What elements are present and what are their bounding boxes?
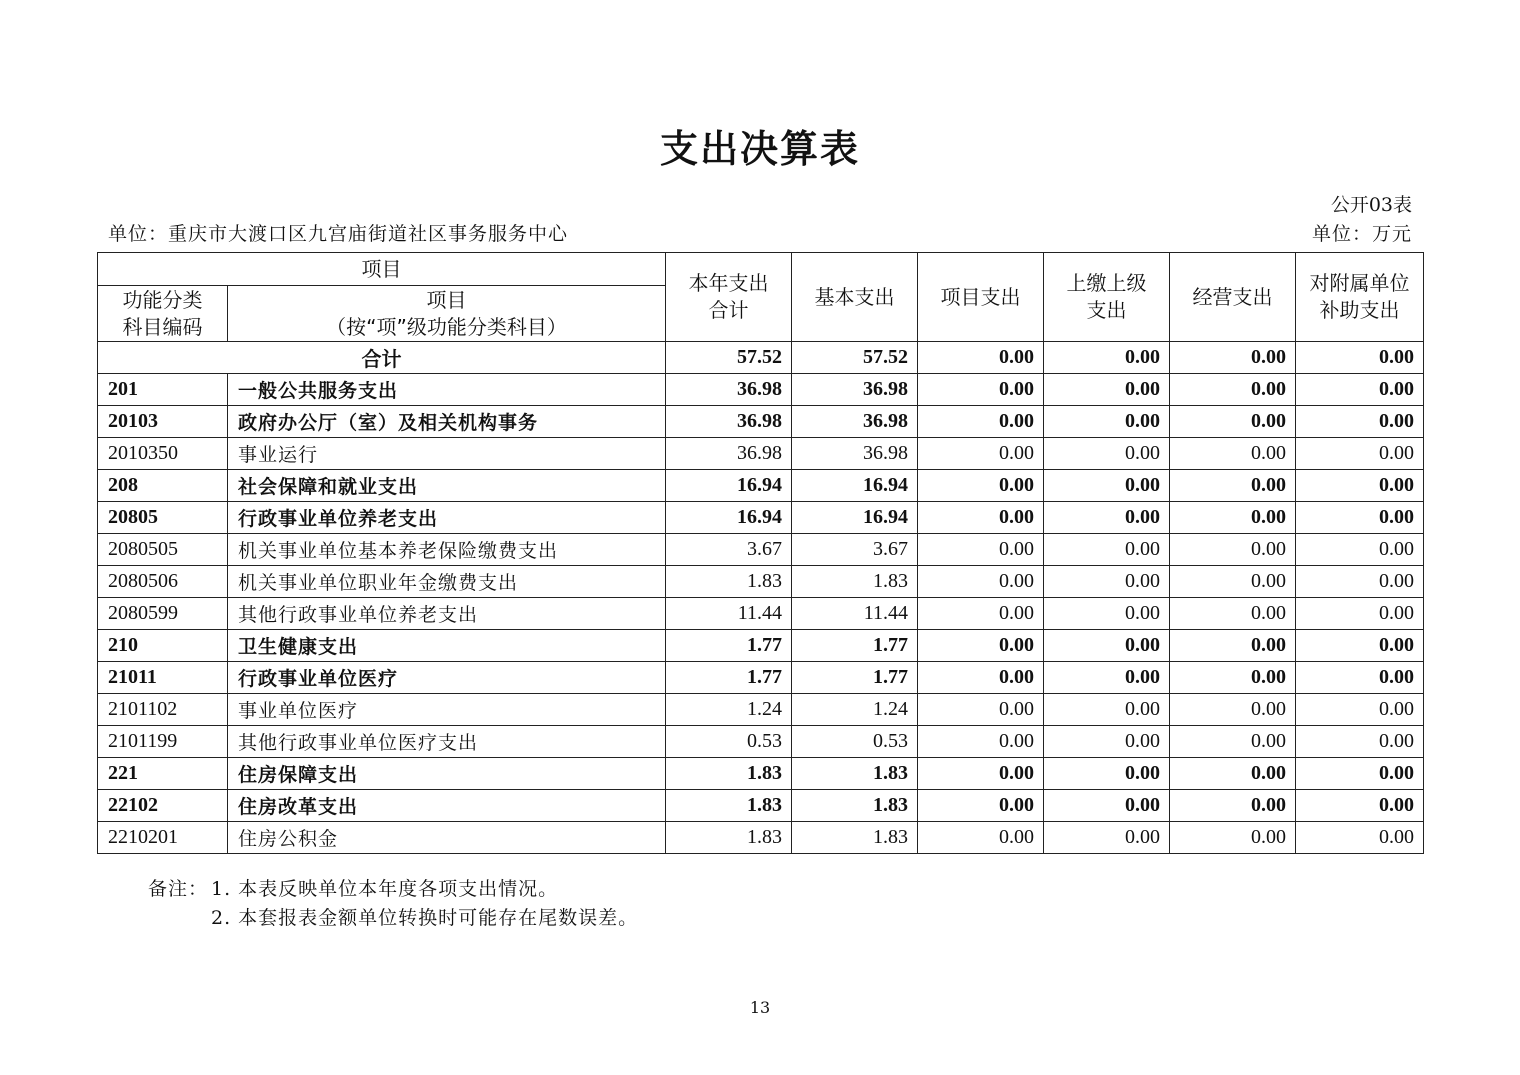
total-row	[98, 342, 1424, 374]
row-value: 1.77	[792, 630, 918, 662]
total-value: 57.52	[792, 342, 918, 374]
row-value: 0.00	[1044, 374, 1170, 406]
row-value: 0.00	[1170, 758, 1296, 790]
row-value: 0.00	[1170, 630, 1296, 662]
row-name: 社会保障和就业支出	[228, 470, 666, 502]
row-value: 1.77	[666, 662, 792, 694]
row-value: 1.83	[666, 566, 792, 598]
row-value: 0.00	[1296, 470, 1424, 502]
header-total-line1: 本年支出	[688, 271, 769, 295]
row-name: 机关事业单位职业年金缴费支出	[228, 566, 666, 598]
total-value: 57.52	[666, 342, 792, 374]
row-value: 1.83	[666, 822, 792, 854]
row-code: 201	[98, 374, 228, 406]
row-name: 机关事业单位基本养老保险缴费支出	[228, 534, 666, 566]
row-value: 0.00	[1296, 790, 1424, 822]
row-name: 其他行政事业单位养老支出	[228, 598, 666, 630]
header-subsidy	[1296, 253, 1424, 342]
row-value: 0.00	[1170, 726, 1296, 758]
row-value: 0.00	[918, 694, 1044, 726]
row-value: 0.00	[1044, 630, 1170, 662]
row-value: 0.00	[1296, 438, 1424, 470]
row-code: 20805	[98, 502, 228, 534]
row-code: 2010350	[98, 438, 228, 470]
row-code: 2101102	[98, 694, 228, 726]
header-total-line2: 合计	[708, 298, 749, 322]
expenditure-table	[97, 252, 1424, 854]
row-value: 0.00	[1170, 406, 1296, 438]
note-item: 1. 本表反映单位本年度各项支出情况。	[211, 878, 559, 900]
table-row	[98, 502, 1424, 534]
row-value: 0.00	[1296, 822, 1424, 854]
table-row	[98, 566, 1424, 598]
table-row	[98, 726, 1424, 758]
row-value: 1.83	[666, 790, 792, 822]
header-subsidy-line1: 对附属单位	[1309, 271, 1410, 295]
row-value: 0.00	[1044, 758, 1170, 790]
row-name: 其他行政事业单位医疗支出	[228, 726, 666, 758]
total-value: 0.00	[918, 342, 1044, 374]
row-value: 1.24	[666, 694, 792, 726]
header-item-group: 项目	[98, 253, 666, 286]
row-value: 0.00	[1044, 566, 1170, 598]
row-code: 2080506	[98, 566, 228, 598]
row-value: 0.00	[1296, 566, 1424, 598]
row-value: 11.44	[792, 598, 918, 630]
row-value: 0.00	[1170, 374, 1296, 406]
row-value: 0.00	[1296, 598, 1424, 630]
row-value: 0.00	[1170, 694, 1296, 726]
row-value: 0.00	[1170, 470, 1296, 502]
row-value: 16.94	[792, 470, 918, 502]
header-total	[666, 253, 792, 342]
total-label: 合计	[98, 342, 666, 374]
row-value: 3.67	[792, 534, 918, 566]
row-value: 36.98	[792, 406, 918, 438]
row-value: 1.77	[792, 662, 918, 694]
row-value: 0.00	[918, 438, 1044, 470]
table-row	[98, 534, 1424, 566]
row-value: 0.00	[1044, 726, 1170, 758]
row-value: 0.00	[1170, 566, 1296, 598]
header-name-line1: 项目	[426, 287, 467, 312]
row-value: 36.98	[666, 438, 792, 470]
row-value: 0.00	[918, 470, 1044, 502]
row-value: 0.00	[1044, 502, 1170, 534]
table-row	[98, 470, 1424, 502]
total-value: 0.00	[1044, 342, 1170, 374]
row-value: 0.00	[1170, 598, 1296, 630]
header-subsidy-line2: 补助支出	[1319, 298, 1400, 322]
row-value: 0.00	[918, 406, 1044, 438]
row-value: 36.98	[792, 438, 918, 470]
row-value: 1.83	[666, 758, 792, 790]
row-name: 卫生健康支出	[228, 630, 666, 662]
row-value: 0.00	[918, 726, 1044, 758]
header-upper-line1: 上缴上级	[1066, 271, 1147, 295]
row-name: 事业运行	[228, 438, 666, 470]
note-item: 2. 本套报表金额单位转换时可能存在尾数误差。	[211, 907, 639, 929]
row-value: 0.00	[1296, 726, 1424, 758]
row-code: 20103	[98, 406, 228, 438]
row-value: 0.00	[918, 662, 1044, 694]
header-basic: 基本支出	[792, 253, 918, 342]
row-code: 21011	[98, 662, 228, 694]
row-value: 36.98	[792, 374, 918, 406]
row-name: 政府办公厅（室）及相关机构事务	[228, 406, 666, 438]
row-value: 0.00	[918, 502, 1044, 534]
table-row	[98, 694, 1424, 726]
table-row	[98, 374, 1424, 406]
row-code: 221	[98, 758, 228, 790]
header-upper-line2: 支出	[1086, 298, 1127, 322]
row-value: 16.94	[666, 502, 792, 534]
row-value: 0.00	[1044, 534, 1170, 566]
row-value: 1.77	[666, 630, 792, 662]
table-row	[98, 790, 1424, 822]
row-value: 0.00	[1296, 694, 1424, 726]
row-value: 0.00	[918, 598, 1044, 630]
notes-label: 备注：	[148, 878, 209, 900]
header-upper	[1044, 253, 1170, 342]
row-value: 0.00	[918, 822, 1044, 854]
table-row	[98, 438, 1424, 470]
row-value: 16.94	[792, 502, 918, 534]
header-business: 经营支出	[1170, 253, 1296, 342]
row-name: 行政事业单位养老支出	[228, 502, 666, 534]
table-row	[98, 598, 1424, 630]
row-value: 0.00	[918, 566, 1044, 598]
row-value: 0.00	[1296, 374, 1424, 406]
row-value: 0.00	[918, 534, 1044, 566]
header-code-line1: 功能分类	[122, 287, 203, 312]
row-name: 住房保障支出	[228, 758, 666, 790]
header-project: 项目支出	[918, 253, 1044, 342]
header-name-line2: （按“项”级功能分类科目）	[326, 314, 567, 339]
row-value: 0.00	[1044, 790, 1170, 822]
row-value: 0.00	[1170, 438, 1296, 470]
row-value: 0.00	[1170, 662, 1296, 694]
row-value: 0.00	[1044, 822, 1170, 854]
row-value: 1.83	[792, 790, 918, 822]
page-number: 13	[749, 998, 771, 1017]
row-value: 0.00	[1296, 630, 1424, 662]
row-value: 0.00	[1044, 662, 1170, 694]
row-code: 2080599	[98, 598, 228, 630]
row-code: 2210201	[98, 822, 228, 854]
table-row	[98, 662, 1424, 694]
row-value: 1.83	[792, 822, 918, 854]
table-row	[98, 758, 1424, 790]
row-value: 36.98	[666, 406, 792, 438]
row-value: 0.00	[1170, 502, 1296, 534]
row-name: 住房改革支出	[228, 790, 666, 822]
row-value: 0.00	[918, 758, 1044, 790]
row-name: 住房公积金	[228, 822, 666, 854]
row-value: 11.44	[666, 598, 792, 630]
row-value: 0.00	[1296, 406, 1424, 438]
row-value: 0.00	[918, 630, 1044, 662]
total-value: 0.00	[1170, 342, 1296, 374]
row-value: 36.98	[666, 374, 792, 406]
row-value: 0.00	[1044, 694, 1170, 726]
row-code: 2080505	[98, 534, 228, 566]
row-value: 1.83	[792, 566, 918, 598]
page-title: 支出决算表	[659, 127, 860, 171]
row-value: 16.94	[666, 470, 792, 502]
row-code: 22102	[98, 790, 228, 822]
row-value: 0.00	[1044, 438, 1170, 470]
row-name: 事业单位医疗	[228, 694, 666, 726]
row-value: 0.00	[918, 790, 1044, 822]
notes	[148, 875, 638, 933]
row-name: 一般公共服务支出	[228, 374, 666, 406]
row-value: 0.00	[1296, 534, 1424, 566]
header-name	[228, 286, 666, 342]
row-value: 0.00	[918, 374, 1044, 406]
row-value: 0.00	[1170, 790, 1296, 822]
row-name: 行政事业单位医疗	[228, 662, 666, 694]
header-code-line2: 科目编码	[122, 314, 203, 339]
row-value: 3.67	[666, 534, 792, 566]
row-value: 0.00	[1044, 470, 1170, 502]
header-code	[98, 286, 228, 342]
table-row	[98, 822, 1424, 854]
row-value: 0.00	[1170, 534, 1296, 566]
row-value: 0.00	[1296, 502, 1424, 534]
organization-unit: 单位：重庆市大渡口区九宫庙街道社区事务服务中心	[108, 223, 569, 245]
total-value: 0.00	[1296, 342, 1424, 374]
row-value: 0.00	[1296, 758, 1424, 790]
row-value: 0.00	[1296, 662, 1424, 694]
row-value: 0.00	[1044, 406, 1170, 438]
form-number: 公开03表	[1330, 194, 1412, 216]
row-code: 210	[98, 630, 228, 662]
table-row	[98, 630, 1424, 662]
currency-unit: 单位：万元	[1311, 223, 1412, 245]
row-value: 0.00	[1044, 598, 1170, 630]
row-value: 1.83	[792, 758, 918, 790]
table-row	[98, 406, 1424, 438]
row-value: 0.00	[1170, 822, 1296, 854]
row-code: 2101199	[98, 726, 228, 758]
row-value: 0.53	[792, 726, 918, 758]
row-value: 0.53	[666, 726, 792, 758]
row-value: 1.24	[792, 694, 918, 726]
row-code: 208	[98, 470, 228, 502]
